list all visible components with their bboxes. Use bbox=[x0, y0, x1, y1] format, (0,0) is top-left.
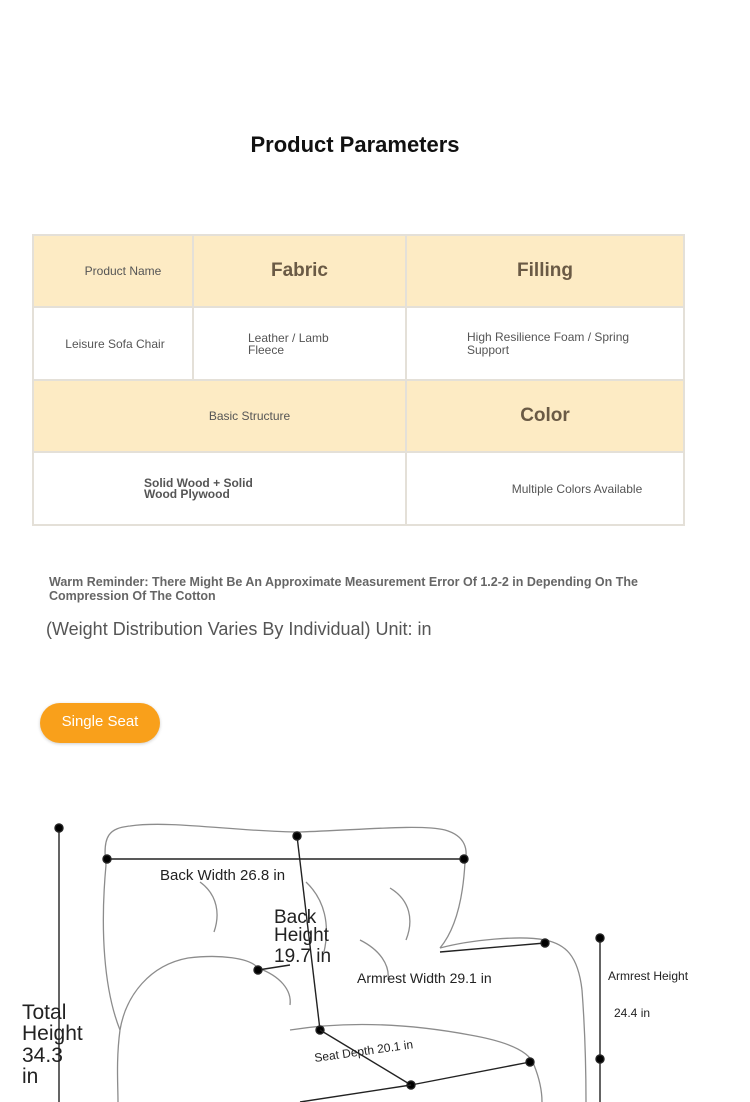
product-name-value: Leisure Sofa Chair bbox=[65, 336, 165, 351]
parameters-table bbox=[32, 234, 685, 526]
armrest-width-label: Armrest Width 29.1 in bbox=[357, 970, 492, 986]
back-height-line2: Height bbox=[274, 925, 329, 946]
fabric-label: Fabric bbox=[270, 260, 329, 281]
fabric-value-line1: Leather / Lamb bbox=[248, 330, 329, 345]
fabric-header bbox=[193, 235, 406, 307]
filling-value-line2: Support bbox=[467, 342, 510, 357]
back-height-line1: Back bbox=[274, 907, 317, 928]
fabric-value-line2: Fleece bbox=[248, 342, 285, 357]
armrest-height-label: Armrest Height bbox=[608, 969, 689, 983]
structure-value-line1: Solid Wood + Solid bbox=[144, 475, 253, 490]
warm-reminder bbox=[49, 575, 669, 603]
total-height-line1: Total bbox=[22, 1001, 67, 1024]
structure-cell bbox=[33, 452, 406, 525]
reminder-line2: Compression Of The Cotton bbox=[49, 589, 216, 603]
filling-value-line1: High Resilience Foam / Spring bbox=[467, 329, 630, 344]
page-title: Product Parameters bbox=[250, 132, 460, 157]
back-height-line3: 19.7 in bbox=[274, 946, 332, 967]
table-row bbox=[33, 235, 684, 307]
back-width-label: Back Width 26.8 in bbox=[160, 867, 286, 884]
total-height-line4: in bbox=[22, 1065, 39, 1088]
filling-cell bbox=[406, 307, 684, 380]
weight-note: (Weight Distribution Varies By Individual) Unit: in bbox=[46, 619, 432, 639]
color-label: Color bbox=[520, 405, 570, 426]
total-height-line3: 34.3 bbox=[22, 1044, 63, 1067]
reminder-line1: Warm Reminder: There Might Be An Approximate Measurement Error Of 1.2-2 in Depending On The bbox=[49, 575, 638, 589]
structure-label: Basic Structure bbox=[208, 409, 291, 423]
table-row bbox=[33, 452, 684, 525]
color-cell bbox=[406, 452, 684, 525]
seat-depth-label: Seat Depth 20.1 in bbox=[313, 1037, 414, 1065]
filling-label: Filling bbox=[517, 260, 573, 281]
structure-header bbox=[33, 380, 406, 452]
armrest-height-value: 24.4 in bbox=[614, 1006, 651, 1020]
chair-dimension-diagram bbox=[0, 790, 750, 1102]
table-row bbox=[33, 307, 684, 380]
color-header bbox=[406, 380, 684, 452]
total-height-line2: Height bbox=[22, 1022, 83, 1045]
color-value: Multiple Colors Available bbox=[511, 481, 643, 496]
structure-value-line2: Wood Plywood bbox=[144, 486, 230, 501]
filling-header bbox=[406, 235, 684, 307]
table-row bbox=[33, 380, 684, 452]
product-name-cell bbox=[33, 307, 193, 380]
fabric-cell bbox=[193, 307, 406, 380]
product-name-label: Product Name bbox=[84, 264, 162, 278]
product-name-header bbox=[33, 235, 193, 307]
single-seat-button[interactable]: Single Seat bbox=[40, 703, 160, 743]
